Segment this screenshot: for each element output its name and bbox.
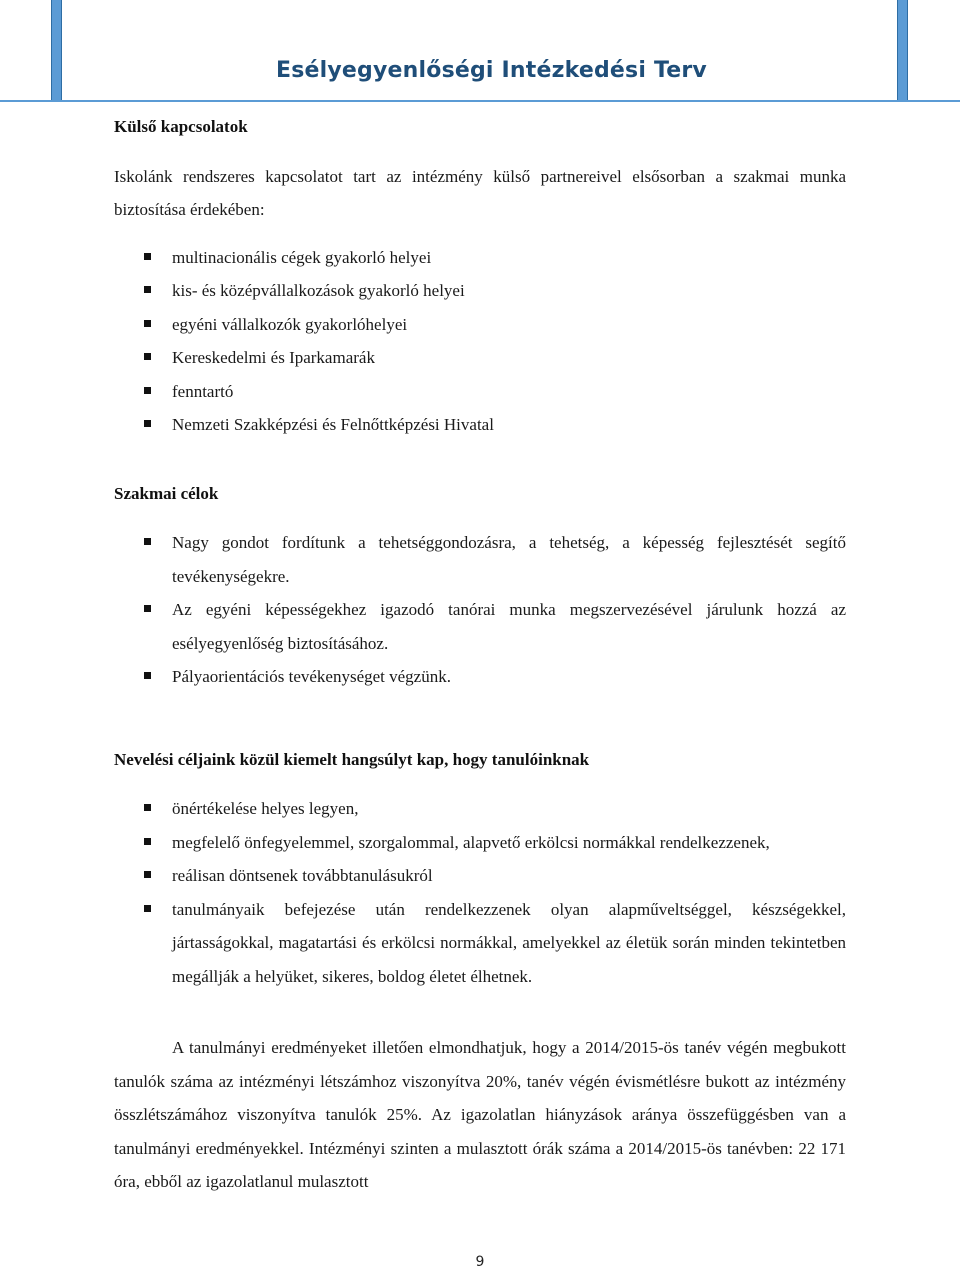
document-header-title: Esélyegyenlőségi Intézkedési Terv — [276, 58, 707, 83]
page-number: 9 — [475, 1254, 485, 1270]
list-item: megfelelő önfegyelemmel, szorgalommal, alapvető erkölcsi normákkal rendelkezzenek, — [172, 826, 846, 860]
heading-professional-goals: Szakmai célok — [114, 483, 219, 503]
academic-results-paragraph: A tanulmányi eredményeket illetően elmondhatjuk, hogy a 2014/2015-ös tanév végén megbukott tanulók száma az intézményi létszámhoz viszonyítva 20%, tanév végén évismétlésre bukott az intézmény összlétszámához viszonyítva tanulók 25%. Az igazolatlan hiányzások aránya összefüggésben van a tanulmányi eredményekkel. Intézményi szinten a mulasztott órák száma a 2014/2015-ös tanévben: 22 171 óra, ebből az igazolatlanul mulasztott — [114, 1038, 846, 1191]
list-item: reálisan döntsenek továbbtanulásukról — [172, 859, 846, 893]
list-item: Nagy gondot fordítunk a tehetséggondozásra, a tehetség, a képesség fejlesztését segítő tevékenységekre. — [172, 526, 846, 593]
list-item: multinacionális cégek gyakorló helyei — [172, 241, 846, 275]
heading-educational-goals: Nevelési céljaink közül kiemelt hangsúlyt kap, hogy tanulóinknak — [114, 749, 590, 769]
list-item: önértékelése helyes legyen, — [172, 792, 846, 826]
list-item: Nemzeti Szakképzési és Felnőttképzési Hivatal — [172, 408, 846, 442]
list-item: fenntartó — [172, 375, 846, 409]
educational-goals-list — [114, 792, 846, 993]
header-accent-bar-left — [51, 0, 62, 102]
header-accent-bar-right — [897, 0, 908, 102]
list-item: Kereskedelmi és Iparkamarák — [172, 341, 846, 375]
professional-goals-list — [114, 526, 846, 694]
page-content — [114, 110, 846, 1199]
heading-external-relations: Külső kapcsolatok — [114, 117, 248, 136]
list-item: Pályaorientációs tevékenységet végzünk. — [172, 660, 846, 694]
list-item: egyéni vállalkozók gyakorlóhelyei — [172, 308, 846, 342]
list-item: tanulmányaik befejezése után rendelkezzenek olyan alapműveltséggel, készségekkel, jártasságokkal, magatartási és erkölcsi normákkal, amelyekkel az életük során minden tekintetben megállják a helyüket, sikeres, boldog életet élhetnek. — [172, 893, 846, 994]
external-relations-intro: Iskolánk rendszeres kapcsolatot tart az intézmény külső partnereivel elsősorban a szakmai munka biztosítása érdekében: — [114, 166, 846, 219]
external-partners-list — [114, 241, 846, 442]
list-item: Az egyéni képességekhez igazodó tanórai munka megszervezésével járulunk hozzá az esélyegyenlőség biztosításához. — [172, 593, 846, 660]
header-rule — [0, 100, 960, 102]
list-item: kis- és középvállalkozások gyakorló helyei — [172, 274, 846, 308]
